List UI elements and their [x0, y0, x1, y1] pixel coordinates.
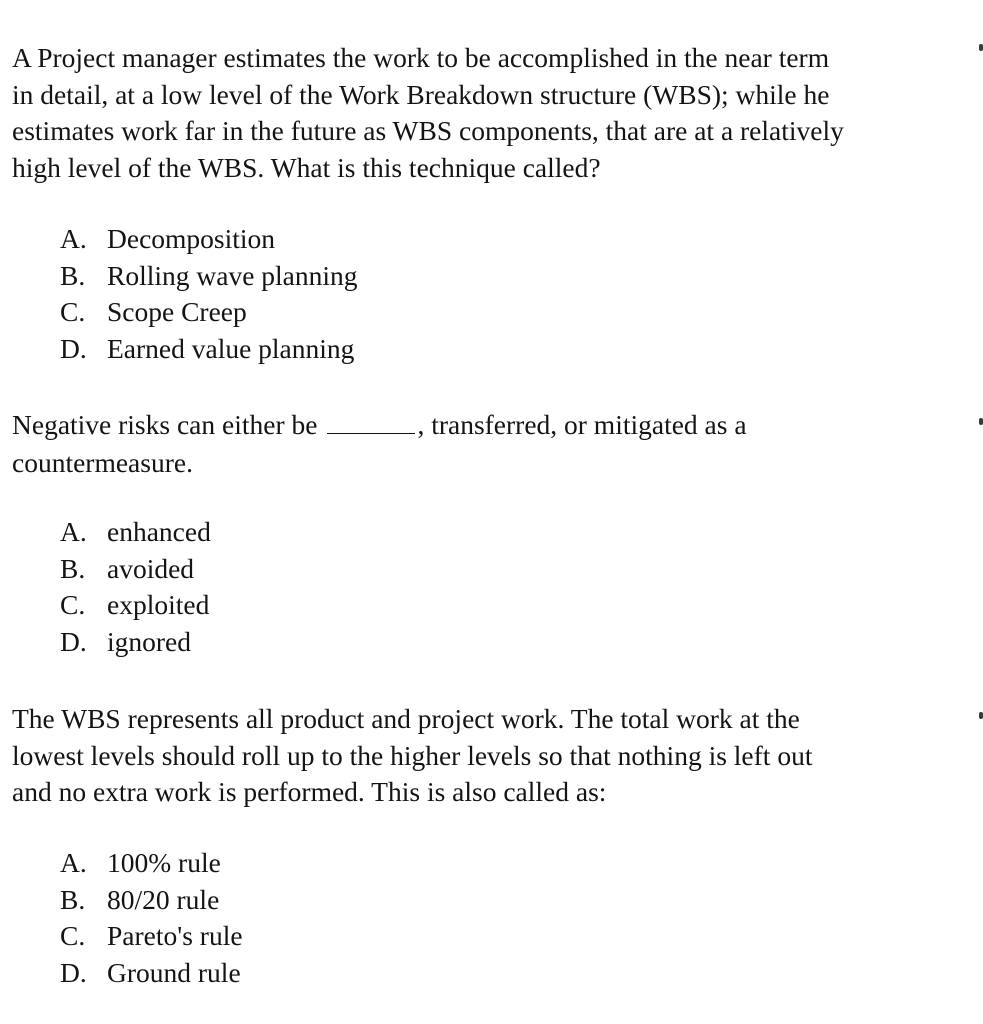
option-letter: A. — [60, 516, 87, 547]
option-text: 100% rule — [107, 847, 221, 878]
question-2-text — [12, 407, 747, 482]
option-item — [60, 955, 243, 992]
option-text: Decomposition — [107, 223, 276, 254]
edge-mark — [979, 712, 983, 719]
option-item — [60, 258, 358, 295]
option-text: enhanced — [107, 516, 211, 547]
option-item — [60, 918, 243, 955]
question-3-text — [12, 701, 812, 811]
question-text-before-blank: Negative risks can either be — [12, 409, 318, 440]
fill-in-blank — [327, 411, 415, 434]
question-text-line: lowest levels should roll up to the higher levels so that nothing is left out — [12, 739, 813, 771]
option-letter: A. — [60, 223, 87, 254]
option-text: Pareto's rule — [107, 920, 243, 951]
option-text: Ground rule — [107, 956, 241, 988]
question-3-options — [12, 845, 243, 991]
option-letter: C. — [60, 589, 86, 620]
question-1-text — [12, 40, 844, 186]
question-text-after-blank: , transferred, or mitigated as a — [417, 409, 747, 440]
question-text-line: estimates work far in the future as WBS components, that are at a relatively — [12, 115, 844, 146]
option-item — [60, 624, 211, 661]
option-letter: D. — [60, 956, 87, 988]
option-item — [60, 331, 358, 368]
option-letter: B. — [60, 259, 86, 291]
option-item — [60, 551, 211, 588]
question-2-options — [12, 514, 211, 660]
option-text: avoided — [107, 552, 195, 584]
option-text: Rolling wave planning — [107, 259, 358, 291]
option-letter: C. — [60, 296, 86, 327]
option-item — [60, 514, 211, 551]
option-item — [60, 294, 358, 331]
question-1 — [12, 40, 844, 186]
option-text: exploited — [107, 589, 210, 620]
question-text-line: and no extra work is performed. This is also called as: — [12, 776, 607, 807]
option-item — [60, 845, 243, 882]
option-letter: D. — [60, 332, 87, 364]
question-text-line: countermeasure. — [12, 446, 193, 478]
option-item — [60, 882, 243, 919]
question-3 — [12, 701, 812, 811]
option-item — [60, 221, 358, 258]
option-letter: C. — [60, 920, 86, 951]
option-text: Scope Creep — [107, 296, 247, 327]
option-letter: B. — [60, 552, 86, 584]
question-text-line: in detail, at a low level of the Work Breakdown structure (WBS); while he — [12, 78, 830, 110]
option-text: Earned value planning — [107, 332, 355, 364]
question-1-options — [12, 221, 358, 367]
option-item — [60, 587, 211, 624]
question-text-line: The WBS represents all product and project work. The total work at the — [12, 703, 800, 734]
option-letter: B. — [60, 883, 86, 915]
question-text-line: A Project manager estimates the work to be accomplished in the near term — [12, 42, 830, 73]
option-letter: D. — [60, 625, 87, 657]
edge-mark — [979, 44, 983, 51]
question-2 — [12, 407, 747, 482]
question-text-line: high level of the WBS. What is this technique called? — [12, 151, 601, 183]
option-letter: A. — [60, 847, 87, 878]
option-text: ignored — [107, 625, 192, 657]
edge-mark — [979, 418, 983, 425]
option-text: 80/20 rule — [107, 883, 220, 915]
